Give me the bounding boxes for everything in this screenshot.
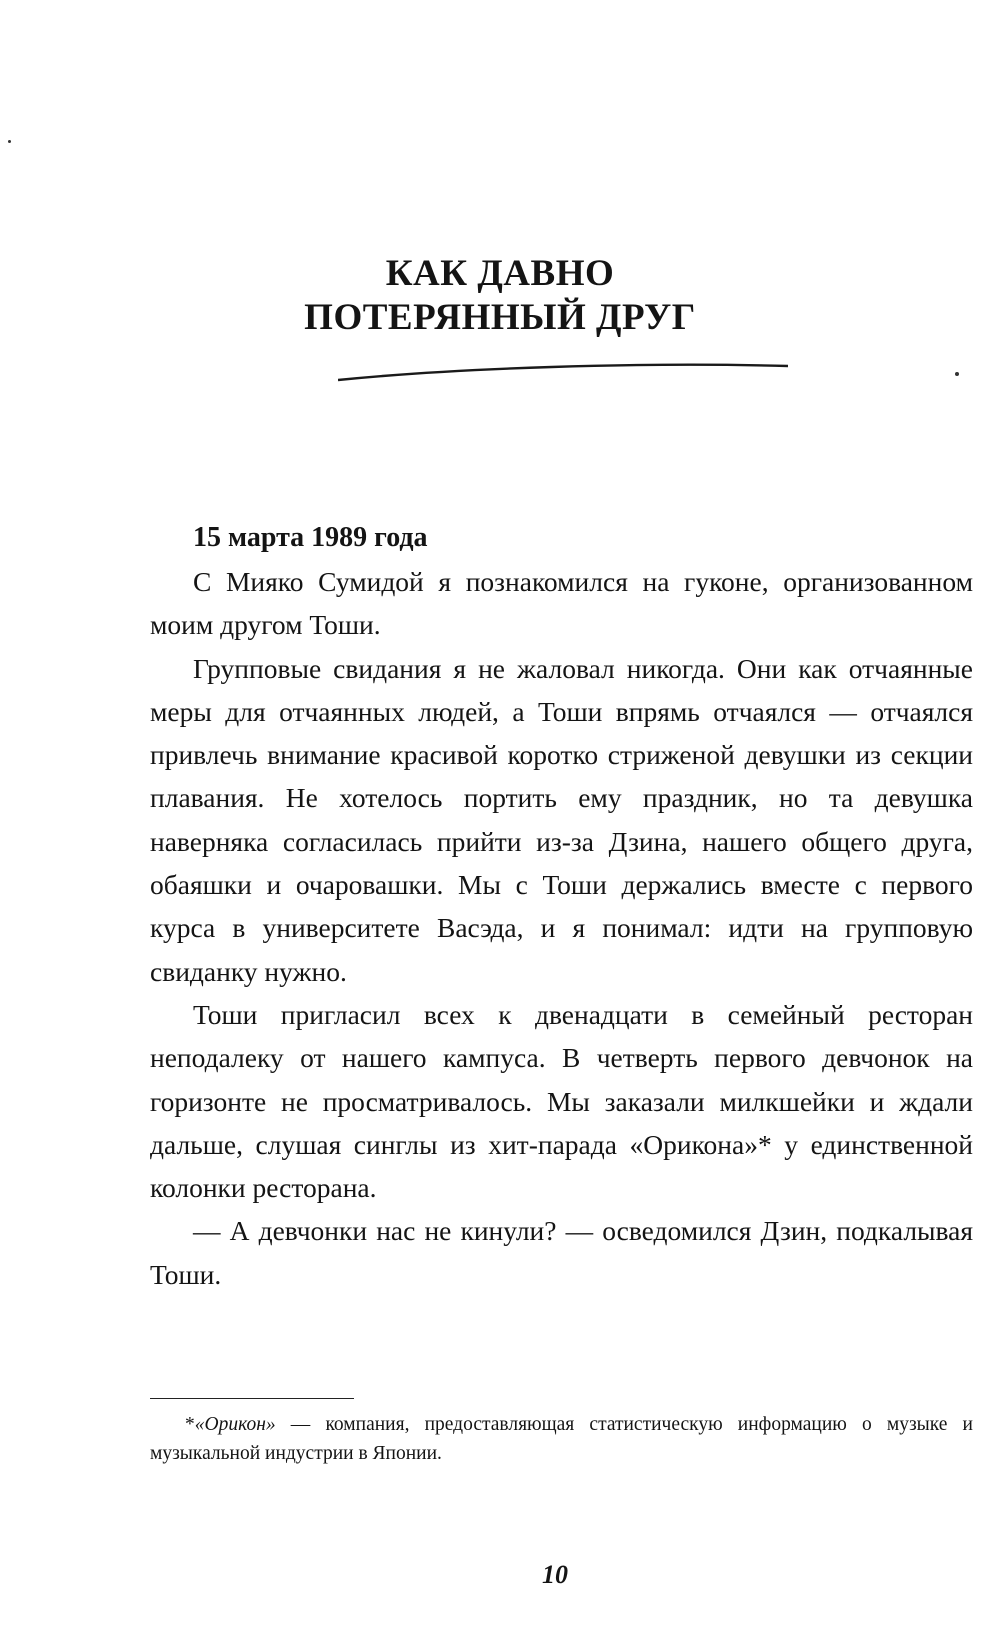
paragraph-4: — А девчонки нас не кинули? — осведомился Дзин, подкалывая Тоши. [150, 1215, 973, 1290]
main-text [150, 516, 973, 1296]
paragraph-2: Групповые свидания я не жаловал никогда. Они как отчаянные меры для отчаянных людей, а Тоши впрямь отчаялся — отчаялся привлечь внимание красивой коротко стриженой девушки из секции плавания. Не хотелось портить ему праздник, но та девушка наверняка согласилась прийти из-за Дзина, нашего общего друга, обаяшки и очаровашки. Мы с Тоши держались вместе с первого курса в университете Васэда, и я понимал: идти на групповую свиданку нужно. [150, 652, 973, 987]
paragraph-1: С Мияко Сумидой я познакомился на гуконе, организованном моим другом Тоши. [150, 566, 973, 641]
footnote-divider [150, 1398, 354, 1399]
chapter-title-line-1: КАК ДАВНО [385, 253, 615, 294]
date-heading: 15 марта 1989 года [193, 522, 428, 553]
footnote-term: «Орикон» [194, 1414, 276, 1435]
scan-speck [8, 140, 11, 143]
footnote [150, 1410, 973, 1468]
scan-speck [955, 372, 959, 376]
title-underline [338, 362, 788, 384]
paragraph-3: Тоши пригласил всех к двенадцати в семейный ресторан неподалеку от нашего кампуса. В четверть первого девчонок на горизонте не просматривалось. Мы заказали милкшейки и ждали дальше, слушая синглы из хит-парада «Орикона»* у единственной колонки ресторана. [150, 998, 973, 1204]
chapter-title [0, 252, 1000, 340]
page-number: 10 [542, 1560, 568, 1589]
footnote-text: — компания, предоставляющая статистическую информацию о музыке и музыкальной индустрии в Японии. [150, 1414, 973, 1464]
footnote-marker: * [185, 1414, 195, 1435]
chapter-title-line-2: ПОТЕРЯННЫЙ ДРУГ [304, 297, 696, 338]
